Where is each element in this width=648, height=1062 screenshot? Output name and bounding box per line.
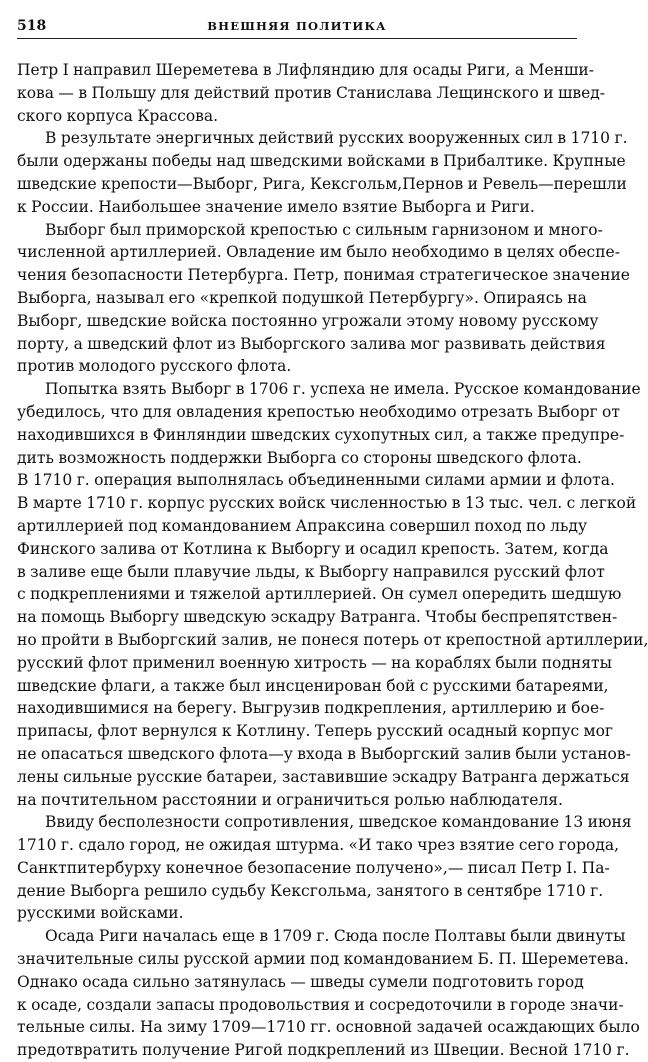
- page-number: 518: [17, 18, 47, 34]
- text-line: численной артиллерией. Овладение им было необходимо в целях обеспе-: [17, 243, 620, 262]
- text-line: Попытка взять Выборг в 1706 г. успеха не имела. Русское командование: [45, 380, 641, 399]
- text-line: ского корпуса Крассова.: [17, 106, 219, 125]
- paragraph: [17, 59, 606, 127]
- text-line: на почтительном расстоянии и ограничиться ролью наблюдателя.: [17, 790, 563, 809]
- section-title: ВНЕШНЯЯ ПОЛИТИКА: [207, 19, 387, 33]
- text-line: с подкреплениями и тяжелой артиллерией. Он сумел опередить шедшую: [17, 585, 622, 604]
- running-head: [17, 12, 577, 39]
- text-line: находившихся в Финляндии шведских сухопутных сил, а также предупре-: [17, 425, 625, 444]
- text-line: находившимися на берегу. Выгрузив подкрепления, артиллерию и бое-: [17, 699, 605, 718]
- text-line: дение Выборга решило судьбу Кексгольма, занятого в сентябре 1710 г.: [17, 881, 604, 900]
- text-line: Санктпитербурху конечное безопасение получено»,— писал Петр I. Па-: [17, 858, 610, 877]
- text-line: дить возможность поддержки Выборга со стороны шведского флота.: [17, 448, 582, 467]
- text-line: Однако осада сильно затянулась — шведы сумели подготовить город: [17, 972, 584, 991]
- paragraph: [17, 925, 640, 1062]
- text-line: против молодого русского флота.: [17, 357, 292, 376]
- text-line: тельные силы. На зиму 1709—1710 гг. основной задачей осаждающих было: [17, 1018, 640, 1037]
- paragraph: [17, 127, 628, 218]
- text-line: кова — в Польшу для действий против Станислава Лещинского и швед-: [17, 83, 606, 102]
- text-line: шведские крепости—Выборг, Рига, Кексгольм,Пернов и Ревель—перешли: [17, 174, 627, 193]
- text-line: в заливе еще были плавучие льды, к Выборгу направился русский флот: [17, 562, 605, 581]
- text-line: не опасаться шведского флота—у входа в Выборгский залив были установ-: [17, 744, 631, 763]
- text-line: русскими войсками.: [17, 904, 184, 923]
- paragraph: [17, 219, 630, 379]
- text-line: но пройти в Выборгский залив, не понеся потерь от крепостной артиллерии,: [17, 630, 648, 649]
- text-line: 1710 г. сдало город, не ожидая штурма. «И тако чрез взятие сего города,: [17, 836, 620, 855]
- text-line: убедилось, что для овладения крепостью необходимо отрезать Выборг от: [17, 402, 620, 421]
- text-line: к России. Наибольшее значение имело взятие Выборга и Риги.: [17, 197, 535, 216]
- paragraph: [17, 378, 648, 811]
- text-line: Выборг был приморской крепостью с сильным гарнизоном и много-: [45, 220, 603, 239]
- text-line: Выборг, шведские войска постоянно угрожали этому новому русскому: [17, 311, 599, 330]
- text-line: Осада Риги началась еще в 1709 г. Сюда после Полтавы были двинуты: [45, 927, 626, 946]
- text-line: порту, а шведский флот из Выборгского залива мог развивать действия: [17, 334, 606, 353]
- text-line: русский флот применил военную хитрость — на кораблях были подняты: [17, 653, 612, 672]
- text-line: Финского залива от Котлина к Выборгу и осадил крепость. Затем, когда: [17, 539, 609, 558]
- paragraph: [17, 811, 632, 925]
- body-text: [17, 59, 648, 1062]
- text-line: В результате энергичных действий русских вооруженных сил в 1710 г.: [45, 129, 628, 148]
- text-line: шведские флаги, а также был инсценирован бой с русскими батареями,: [17, 676, 609, 695]
- text-line: значительные силы русской армии под командованием Б. П. Шереметева.: [17, 950, 629, 969]
- text-line: Петр I направил Шереметева в Лифляндию для осады Риги, а Менши-: [17, 61, 594, 79]
- text-line: Ввиду бесполезности сопротивления, шведское командование 13 июня: [45, 813, 632, 832]
- text-line: артиллерией под командованием Апраксина совершил поход по льду: [17, 516, 588, 535]
- text-line: В марте 1710 г. корпус русских войск численностью в 13 тыс. чел. с легкой: [17, 494, 637, 513]
- text-line: лены сильные русские батареи, заставившие эскадру Ватранга держаться: [17, 767, 630, 786]
- text-line: на помощь Выборгу шведскую эскадру Ватранга. Чтобы беспрепятствен-: [17, 608, 618, 627]
- text-line: припасы, флот вернулся к Котлину. Теперь русский осадный корпус мог: [17, 722, 614, 741]
- text-line: В 1710 г. операция выполнялась объединенными силами армии и флота.: [17, 471, 615, 490]
- book-page: [17, 12, 648, 1062]
- text-line: предотвратить получение Ригой подкреплений из Швеции. Весной 1710 г.: [17, 1041, 630, 1060]
- text-line: были одержаны победы над шведскими войсками в Прибалтике. Крупные: [17, 152, 626, 171]
- text-line: к осаде, создали запасы продовольствия и сосредоточили в городе значи-: [17, 995, 624, 1014]
- text-line: Выборга, называл его «крепкой подушкой Петербургу». Опираясь на: [17, 288, 587, 307]
- text-line: чения безопасности Петербурга. Петр, понимая стратегическое значение: [17, 266, 630, 285]
